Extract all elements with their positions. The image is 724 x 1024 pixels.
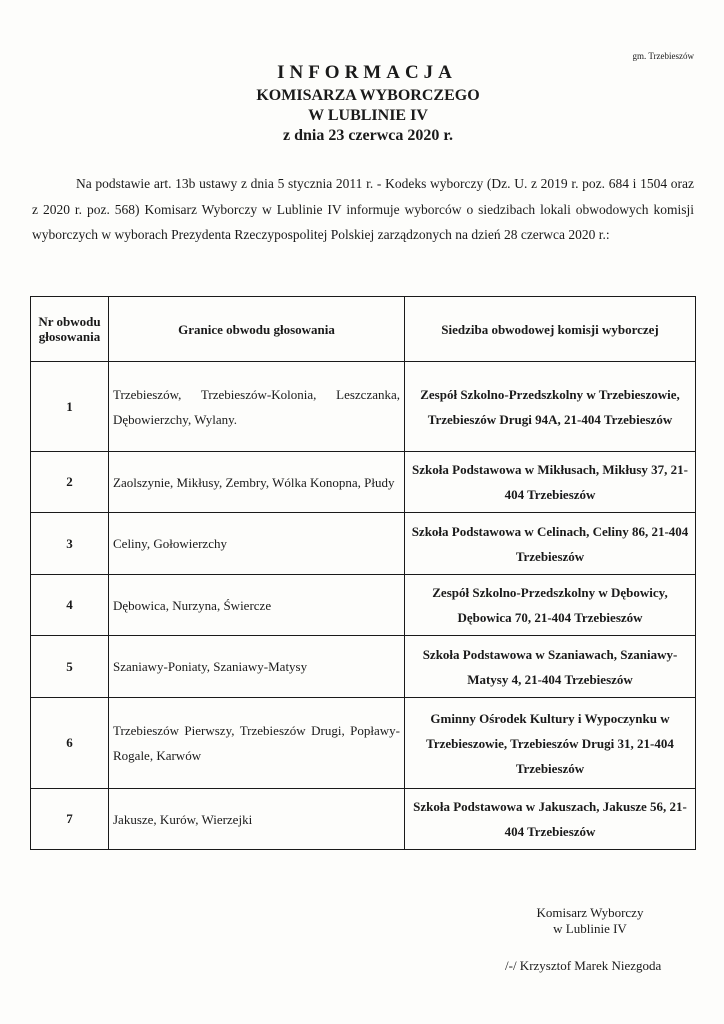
table-row — [31, 698, 696, 789]
table-row — [31, 789, 696, 850]
row-granice: Jakusze, Kurów, Wierzejki — [109, 789, 405, 850]
table-header-row — [31, 297, 696, 362]
row-granice: Szaniawy-Poniaty, Szaniawy-Matysy — [109, 636, 405, 698]
row-nr: 7 — [31, 789, 109, 850]
table-row — [31, 452, 696, 513]
row-nr: 6 — [31, 698, 109, 789]
table-row — [31, 575, 696, 636]
polling-districts-table — [30, 296, 696, 850]
row-granice: Trzebieszów Pierwszy, Trzebieszów Drugi, Popławy-Rogale, Karwów — [109, 698, 405, 789]
row-granice: Trzebieszów, Trzebieszów-Kolonia, Leszczanka, Dębowierzchy, Wylany. — [109, 362, 405, 452]
title-line3: W LUBLINIE IV — [308, 107, 428, 124]
table-row — [31, 636, 696, 698]
title-line2: KOMISARZA WYBORCZEGO — [256, 87, 480, 104]
row-nr: 5 — [31, 636, 109, 698]
row-nr: 3 — [31, 513, 109, 575]
intro-paragraph: Na podstawie art. 13b ustawy z dnia 5 stycznia 2011 r. - Kodeks wyborczy (Dz. U. z 2019 r. poz. 684 i 1504 oraz z 2020 r. poz. 568) Komisarz Wyborczy w Lublinie IV informuje wyborców o siedzibach lokali obwodowych komisji wyborczych w wyborach Prezydenta Rzeczypospolitej Polskiej zarządzonych na dzień 28 czerwca 2020 r.: — [32, 176, 694, 242]
row-siedziba: Szkoła Podstawowa w Celinach, Celiny 86, 21-404 Trzebieszów — [405, 513, 696, 575]
row-siedziba: Szkoła Podstawowa w Szaniawach, Szaniawy-Matysy 4, 21-404 Trzebieszów — [405, 636, 696, 698]
table-row — [31, 362, 696, 452]
document-title — [0, 60, 724, 146]
title-main: INFORMACJA — [277, 62, 457, 83]
signature-role-line2: w Lublinie IV — [553, 921, 627, 936]
row-nr: 2 — [31, 452, 109, 513]
row-nr: 4 — [31, 575, 109, 636]
table-row — [31, 513, 696, 575]
row-granice: Celiny, Gołowierzchy — [109, 513, 405, 575]
title-date: z dnia 23 czerwca 2020 r. — [282, 127, 454, 144]
header-siedziba: Siedziba obwodowej komisji wyborczej — [405, 297, 696, 362]
gmina-label: gm. Trzebieszów — [632, 51, 694, 61]
row-siedziba: Szkoła Podstawowa w Jakuszach, Jakusze 56, 21-404 Trzebieszów — [405, 789, 696, 850]
signer-name: /-/ Krzysztof Marek Niezgoda — [505, 958, 662, 973]
header-nr: Nr obwodu głosowania — [31, 297, 109, 362]
row-granice: Dębowica, Nurzyna, Świercze — [109, 575, 405, 636]
row-nr: 1 — [31, 362, 109, 452]
row-siedziba: Zespół Szkolno-Przedszkolny w Dębowicy, Dębowica 70, 21-404 Trzebieszów — [405, 575, 696, 636]
signature-role-line1: Komisarz Wyborczy — [536, 905, 644, 920]
row-granice: Zaolszynie, Mikłusy, Zembry, Wólka Konopna, Płudy — [109, 452, 405, 513]
signature-role — [500, 905, 680, 937]
row-siedziba: Gminny Ośrodek Kultury i Wypoczynku w Trzebieszowie, Trzebieszów Drugi 31, 21-404 Trzebieszów — [405, 698, 696, 789]
row-siedziba: Zespół Szkolno-Przedszkolny w Trzebieszowie, Trzebieszów Drugi 94A, 21-404 Trzebieszów — [405, 362, 696, 452]
row-siedziba: Szkoła Podstawowa w Mikłusach, Mikłusy 37, 21-404 Trzebieszów — [405, 452, 696, 513]
header-granice: Granice obwodu głosowania — [109, 297, 405, 362]
